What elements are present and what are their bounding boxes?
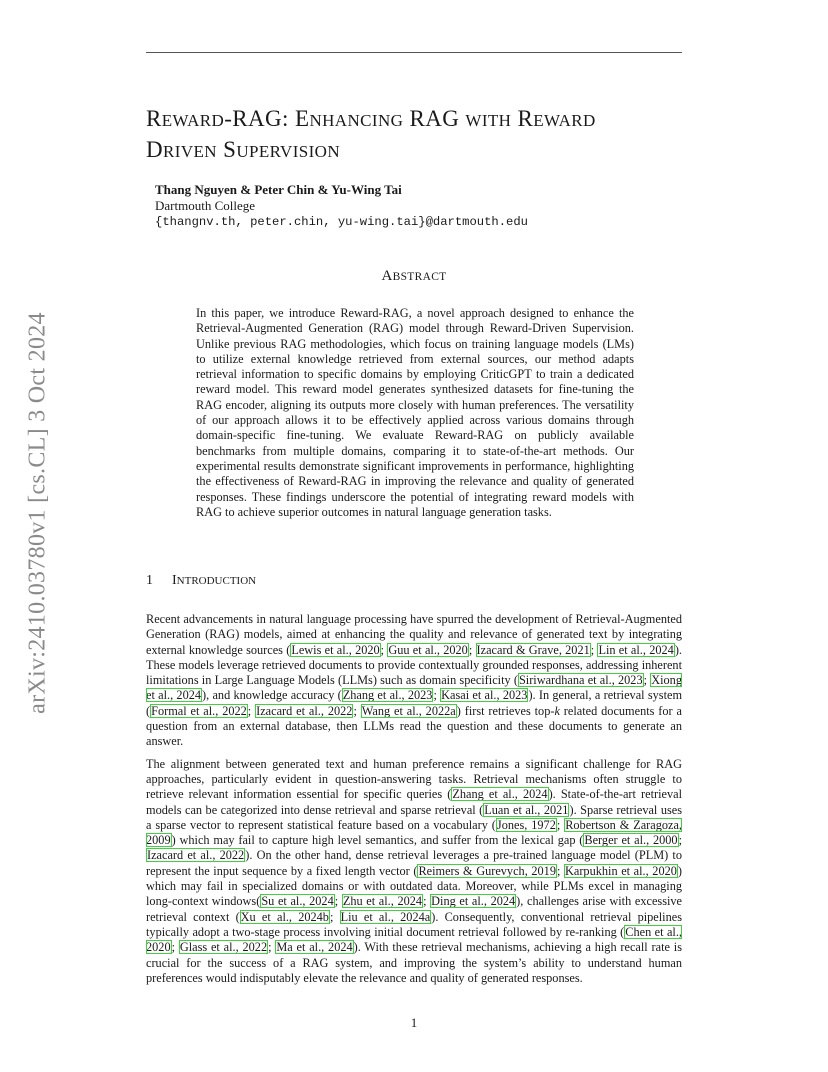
section-number: 1 — [146, 573, 153, 588]
intro-paragraph-1: Recent advancements in natural language processing have spurred the development of Retrieval-Augmented Generation (RAG) models, aimed at enhancing the quality and relevance of generated text by integrating external knowledge sources (Lewis et al., 2020; Guu et al., 2020; Izacard & Grave, 2021; Lin et al., 2024). These models leverage retrieved documents to provide contextually grounded responses, addressing inherent limitations in Large Language Models (LLMs) such as domain specificity (Siriwardhana et al., 2023; Xiong et al., 2024), and knowledge accuracy (Zhang et al., 2023; Kasai et al., 2023). In general, a retrieval system (Formal et al., 2022; Izacard et al., 2022; Wang et al., 2022a) first retrieves top-k related documents for a question from an external database, then LLMs read the question and these documents to generate an answer. — [146, 612, 683, 749]
abstract-heading — [0, 268, 828, 285]
arxiv-id: arXiv:2410.03780v1 [cs.CL] 3 Oct 2024 — [24, 312, 51, 714]
citation-link[interactable]: Chen et al., 2020 — [146, 924, 682, 955]
abstract-heading-smallcaps: BSTRACT — [392, 271, 447, 283]
citation-link[interactable]: Lewis et al., 2020 — [291, 642, 380, 657]
citation-link[interactable]: Luan et al., 2021 — [484, 802, 569, 817]
header-rule — [146, 52, 682, 53]
section-heading — [146, 573, 256, 589]
citation-link[interactable]: Xu et al., 2024b — [240, 909, 329, 924]
abstract-heading-cap: A — [381, 268, 393, 284]
paper-title — [146, 104, 706, 166]
author-block — [155, 182, 528, 230]
citation-link[interactable]: Zhang et al., 2023 — [342, 688, 433, 703]
citation-link[interactable]: Formal et al., 2022 — [151, 703, 247, 718]
citation-link[interactable]: Ma et al., 2024 — [276, 940, 353, 955]
citation-link[interactable]: Robertson & Zaragoza, 2009 — [146, 817, 683, 848]
intro-paragraph-2: The alignment between generated text and human preference remains a significant challenge for RAG approaches, particularly evident in question-answering tasks. Retrieval mechanisms often struggle to retrieve relevant information essential for specific queries (Zhang et al., 2024). State-of-the-art retrieval models can be categorized into dense retrieval and sparse retrieval (Luan et al., 2021). Sparse retrieval uses a sparse vector to represent statistical feature based on a vocabulary (Jones, 1972; Robertson & Zaragoza, 2009) which may fail to capture high level semantics, and suffer from the lexical gap (Berger et al., 2000; Izacard et al., 2022). On the other hand, dense retrieval leverages a pre-trained language model (PLM) to represent the input sequence by a fixed length vector (Reimers & Gurevych, 2019; Karpukhin et al., 2020) which may fail in specialized domains or with outdated data. Moreover, while PLMs excel in managing long-context windows(Su et al., 2024; Zhu et al., 2024; Ding et al., 2024), challenges arise with excessive retrieval context (Xu et al., 2024b; Liu et al., 2024a). Consequently, conventional retrieval pipelines typically adopt a two-stage process involving initial document retrieval followed by re-ranking (Chen et al., 2020; Glass et al., 2022; Ma et al., 2024). With these retrieval mechanisms, achieving a high recall rate is crucial for the success of a RAG system, and improving the system’s ability to understand human preferences would indisputably elevate the relevance and quality of generated responses. — [146, 756, 683, 985]
citation-link[interactable]: Izacard & Grave, 2021 — [476, 642, 590, 657]
author-emails: {thangnv.th, peter.chin, yu-wing.tai}@dartmouth.edu — [155, 215, 528, 229]
section-title-cap: I — [172, 573, 177, 588]
citation-link[interactable]: Karpukhin et al., 2020 — [565, 863, 677, 878]
introduction-body — [146, 612, 682, 993]
citation-link[interactable]: Zhang et al., 2024 — [452, 787, 548, 802]
citation-link[interactable]: Liu et al., 2024a — [340, 909, 431, 924]
citation-link[interactable]: Guu et al., 2020 — [388, 642, 468, 657]
citation-link[interactable]: Xiong et al., 2024 — [146, 673, 682, 703]
section-title-smallcaps: NTRODUCTION — [176, 575, 257, 587]
citation-link[interactable]: Wang et al., 2022a — [361, 703, 456, 718]
citation-link[interactable]: Izacard et al., 2022 — [256, 703, 353, 718]
abstract-text: In this paper, we introduce Reward-RAG, a novel approach designed to enhance the Retrieval-Augmented Generation (RAG) model through Reward-Driven Supervision. Unlike previous RAG methodologies, which focus on training language models (LMs) to utilize external knowledge retrieved from external sources, our method adapts retrieval information to specific domains by employing CriticGPT to train a dedicated reward model. This reward model generates synthesized datasets for fine-tuning the RAG encoder, aligning its outputs more closely with human preferences. The versatility of our approach allows it to be effectively applied across various domains through domain-specific fine-tuning. We evaluate Reward-RAG on publicly available benchmarks from multiple domains, comparing it to state-of-the-art methods. Our experimental results demonstrate significant improvements in performance, highlighting the effectiveness of Reward-RAG in improving the relevance and quality of generated responses. These findings underscore the potential of integrating reward models with RAG to achieve superior outcomes in natural language generation tasks. — [196, 306, 634, 519]
citation-link[interactable]: Siriwardhana et al., 2023 — [518, 673, 643, 688]
citation-link[interactable]: Ding et al., 2024 — [431, 894, 516, 909]
arxiv-sidebar-stamp — [18, 278, 58, 748]
citation-link[interactable]: Berger et al., 2000 — [584, 833, 678, 848]
citation-link[interactable]: Zhu et al., 2024 — [342, 894, 423, 909]
page-number: 1 — [410, 1015, 418, 1030]
title-line-2: DRIVEN SUPERVISION — [146, 137, 341, 162]
citation-link[interactable]: Izacard et al., 2022 — [147, 848, 245, 863]
citation-link[interactable]: Lin et al., 2024 — [598, 642, 674, 657]
citation-link[interactable]: Su et al., 2024 — [261, 894, 334, 909]
citation-link[interactable]: Kasai et al., 2023 — [441, 688, 528, 703]
author-names: Thang Nguyen & Peter Chin & Yu-Wing Tai — [155, 182, 402, 197]
affiliation: Dartmouth College — [155, 198, 256, 213]
citation-link[interactable]: Reimers & Gurevych, 2019 — [418, 863, 556, 878]
math-variable: k — [554, 703, 560, 718]
title-line-1: REWARD-RAG: ENHANCING RAG WITH REWARD — [146, 106, 596, 131]
citation-link[interactable]: Glass et al., 2022 — [179, 940, 268, 955]
citation-link[interactable]: Jones, 1972 — [496, 817, 556, 832]
